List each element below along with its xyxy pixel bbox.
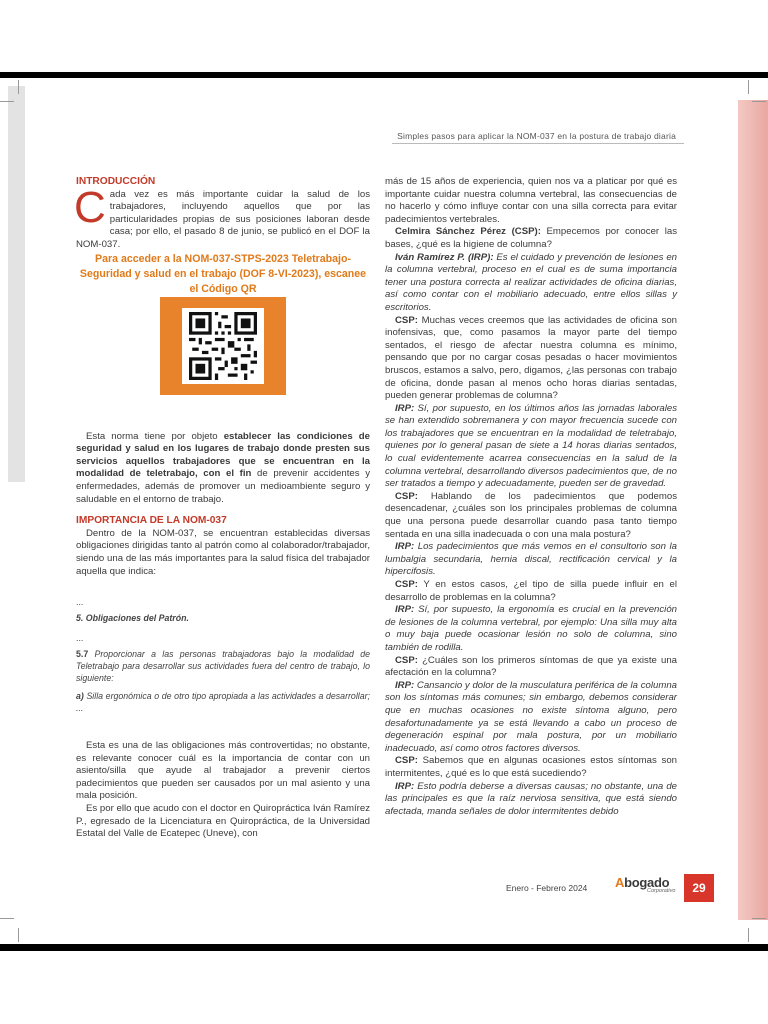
issue-date: Enero - Febrero 2024 bbox=[506, 883, 588, 893]
question-3: CSP: Hablando de los padecimientos que podemos desencadenar, ¿cuáles son los principales problemas de columna que una persona puede desarrollar cuando pasa tanto tiempo sentada en una silla inadecuada o con una mala postura? bbox=[385, 490, 677, 540]
answer-1: Iván Ramírez P. (IRP): Es el cuidado y prevención de lesiones en la columna vertebral, proceso en el cual es de suma importancia tener una postura correcta al realizar actividades de oficina diarias, así como contar con el mobiliario adecuado, entre ellos sillas y escritorios. bbox=[385, 251, 677, 313]
top-black-bar bbox=[0, 72, 768, 78]
importance-heading: IMPORTANCIA DE LA NOM-037 bbox=[76, 515, 227, 527]
interview-intro: más de 15 años de experiencia, quien nos va a platicar por qué es importante cuidar nuestra columna vertebral, las consecuencias de no hacerlo y cómo influye contar con una silla correcta para evitar padecimientos vertebrales. bbox=[385, 176, 677, 225]
answer-3: IRP: Los padecimientos que más vemos en el consultorio son la lumbalgia secundaria, hernia discal, rectificación cervical y la hipercifosis. bbox=[385, 541, 677, 578]
crop-mark bbox=[18, 80, 19, 94]
left-column bbox=[76, 176, 370, 841]
crop-mark bbox=[0, 101, 14, 102]
answer-2: IRP: Sí, por supuesto, en los últimos años las jornadas laborales se han extendido sobremanera y con mayor frecuencia sucede con los trabajadores que se encuentran en la modalidad de teletrabajo, quienes por lo general pasan de siete a 14 horas diarias sentados, lo cual evidentemente acarrea consecuencias en la salud de la columna vertebral, desarrollando diversos padecimientos que, de no ser tratados a tiempo y adecuadamente, pueden ser de gravedad. bbox=[385, 402, 677, 490]
intro-heading: INTRODUCCIÓN bbox=[76, 176, 156, 187]
magazine-logo: Abogado bbox=[615, 875, 670, 890]
crop-mark bbox=[752, 918, 766, 919]
qr-code bbox=[182, 308, 264, 384]
quote-ellipsis: ... bbox=[76, 633, 84, 644]
bottom-margin bbox=[0, 951, 768, 1024]
magazine-logo-subtitle: Corporativo bbox=[647, 888, 676, 894]
header-rule bbox=[392, 143, 684, 144]
question-1: Celmira Sánchez Pérez (CSP): Empecemos por conocer las bases, ¿qué es la higiene de columna? bbox=[385, 226, 677, 250]
answer-4: IRP: Sí, por supuesto, la ergonomía es crucial en la prevención de lesiones de la columna vertebral, por ejemplo: Una silla muy alta o muy baja puede ocasionar lesión no solo de columna, sino también de rodilla. bbox=[385, 604, 677, 653]
quote-title: 5. Obligaciones del Patrón. bbox=[76, 613, 189, 624]
qr-promo-text: Para acceder a la NOM-037-STPS-2023 Teletrabajo-Seguridad y salud en el trabajo (DOF 8-VI-2023), escanee el Código QR bbox=[79, 252, 367, 295]
doctor-paragraph: Es por ello que acudo con el doctor en Quiropráctica Iván Ramírez P., egresado de la Licenciatura en Quiropráctica, de la Universidad Estatal del Valle de Ecatepec (Uneve), con bbox=[76, 803, 370, 840]
page-number: 29 bbox=[684, 874, 714, 902]
controversial-paragraph: Esta es una de las obligaciones más controvertidas; no obstante, es relevante conocer cuál es la importancia de contar con un asiento/silla que ayude al trabajador a prevenir ciertos padecimientos que pueden ser causados por un mal asiento y una mala posición. bbox=[76, 740, 370, 802]
quote-ellipsis: ... bbox=[76, 597, 84, 608]
running-head: Simples pasos para aplicar la NOM-037 en la postura de trabajo diaria bbox=[397, 131, 676, 141]
bottom-black-bar bbox=[0, 944, 768, 951]
crop-mark bbox=[0, 918, 14, 919]
question-2: CSP: Muchas veces creemos que las actividades de oficina son inofensivas, que, como pasamos la mayor parte del tiempo sentados, el riesgo de afectar nuestra columna es mínimo, pensando que por no cargar cosas pesadas o hacer movimientos bruscos, estamos a salvo, pero, digamos, ¿las personas con trabajo de oficina, donde pasan al menos ocho horas diarias sentadas, pueden generar problemas de columna? bbox=[385, 314, 677, 402]
right-column bbox=[385, 176, 677, 818]
question-6: CSP: Sabemos que en algunas ocasiones estos síntomas son intermitentes, ¿qué es lo que está sucediendo? bbox=[385, 755, 677, 779]
top-margin bbox=[0, 0, 768, 72]
intro-paragraph: Cada vez es más importante cuidar la salud de los trabajadores, incluyendo aquellos que por las particularidades propias de sus posiciones laboran desde casa; por ello, el pasado 8 de junio, se publicó en el DOF la NOM-037. bbox=[74, 182, 370, 250]
red-page-edge bbox=[738, 100, 768, 920]
quote-item-5-7: 5.7 Proporcionar a las personas trabajadoras bajo la modalidad de Teletrabajo para desarrollar sus actividades fuera del centro de trabajo, lo siguiente: bbox=[76, 649, 370, 684]
drop-cap: C bbox=[74, 182, 106, 232]
crop-mark bbox=[748, 80, 749, 94]
objective-paragraph: Esta norma tiene por objeto establecer las condiciones de seguridad y salud en los lugares de trabajo donde presten sus servicios aquellos trabajadores que se encuentran en la modalidad de teletrabajo, con el fin de prevenir accidentes y enfermedades, además de promover un medioambiente seguro y saludable en el entorno de trabajo. bbox=[76, 430, 370, 505]
crop-mark bbox=[752, 101, 766, 102]
question-4: CSP: Y en estos casos, ¿el tipo de silla puede influir en el desarrollo de problemas en la columna? bbox=[385, 579, 677, 603]
answer-5: IRP: Cansancio y dolor de la musculatura periférica de la columna son los síntomas más comunes; sin embargo, debemos considerar que en muchas ocasiones no existe síntoma alguno, pero desafortunadamente ya se está llevando a cabo un proceso de degeneración espinal por mala postura, por un mobiliario inadecuado, así como otros factores diversos. bbox=[385, 679, 677, 754]
crop-mark bbox=[748, 928, 749, 942]
answer-6: IRP: Esto podría deberse a diversas causas; no obstante, una de las principales es que la raíz nerviosa sensitiva, que está siendo afectada, manda señales de dolor intermitentes debido bbox=[385, 780, 677, 817]
left-gray-strip bbox=[8, 86, 25, 482]
question-5: CSP: ¿Cuáles son los primeros síntomas de que ya existe una afectación en la columna? bbox=[385, 654, 677, 679]
qr-code-icon bbox=[187, 312, 259, 380]
importance-paragraph: Dentro de la NOM-037, se encuentran establecidas diversas obligaciones dirigidas tanto al patrón como al colaborador/trabajador, siendo una de las más importantes para la salud física del trabajador aquella que indica: bbox=[76, 527, 370, 577]
qr-code-frame[interactable] bbox=[160, 297, 286, 395]
quote-item-a: a) Silla ergonómica o de otro tipo apropiada a las actividades a desarrollar; ... bbox=[76, 691, 370, 714]
crop-mark bbox=[18, 928, 19, 942]
